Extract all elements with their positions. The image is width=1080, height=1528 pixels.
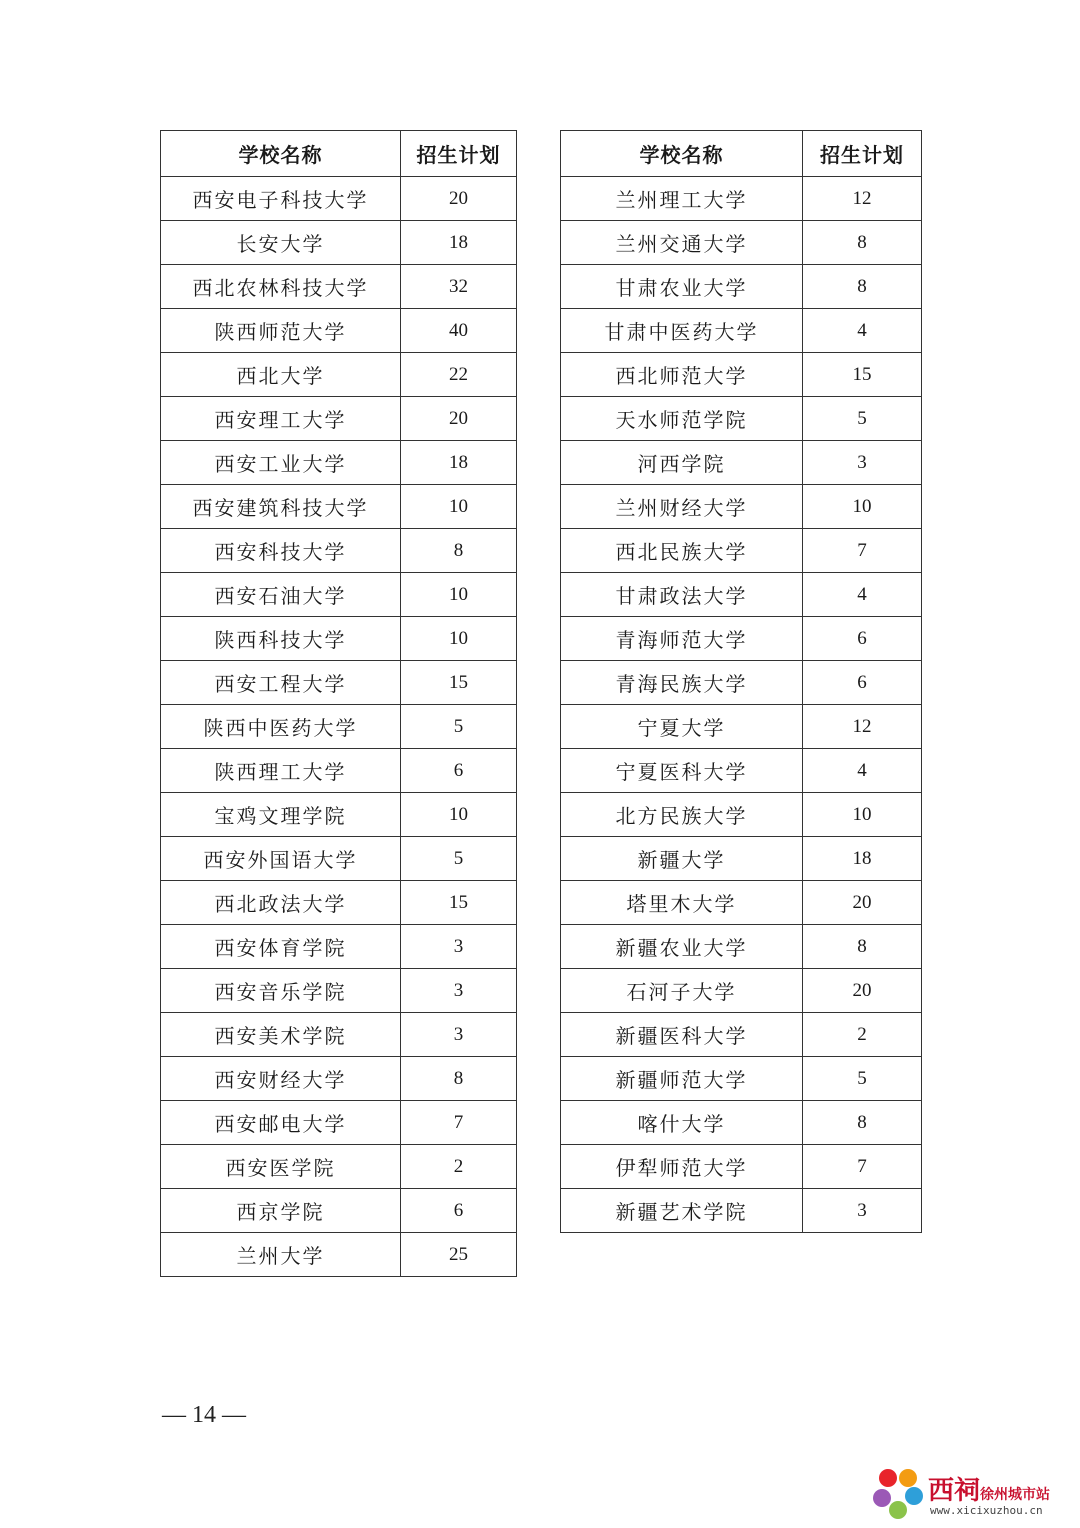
enrollment-plan-cell: 2 — [401, 1145, 517, 1189]
table-row — [161, 617, 517, 661]
school-name-cell: 兰州理工大学 — [561, 177, 803, 221]
enrollment-plan-cell: 4 — [803, 309, 922, 353]
school-name-cell: 新疆大学 — [561, 837, 803, 881]
watermark-brand-name: 西祠 — [928, 1476, 981, 1506]
page-number: — 14 — — [162, 1402, 246, 1428]
header-enrollment-plan: 招生计划 — [401, 131, 517, 177]
enrollment-plan-cell: 8 — [803, 925, 922, 969]
enrollment-plan-cell: 8 — [803, 221, 922, 265]
logo-petal — [873, 1489, 891, 1507]
school-name-cell: 宝鸡文理学院 — [161, 793, 401, 837]
school-name-cell: 甘肃政法大学 — [561, 573, 803, 617]
school-name-cell: 西安石油大学 — [161, 573, 401, 617]
enrollment-plan-cell: 6 — [401, 749, 517, 793]
school-name-cell: 西安科技大学 — [161, 529, 401, 573]
school-name-cell: 新疆艺术学院 — [561, 1189, 803, 1233]
enrollment-plan-cell: 8 — [401, 529, 517, 573]
school-name-cell: 新疆农业大学 — [561, 925, 803, 969]
table-row — [161, 793, 517, 837]
table-row — [161, 1189, 517, 1233]
enrollment-plan-cell: 3 — [401, 925, 517, 969]
school-name-cell: 西安医学院 — [161, 1145, 401, 1189]
school-name-cell: 陕西师范大学 — [161, 309, 401, 353]
school-name-cell: 喀什大学 — [561, 1101, 803, 1145]
school-name-cell: 长安大学 — [161, 221, 401, 265]
school-name-cell: 青海师范大学 — [561, 617, 803, 661]
school-name-cell: 西安美术学院 — [161, 1013, 401, 1057]
enrollment-plan-cell: 10 — [401, 617, 517, 661]
school-name-cell: 河西学院 — [561, 441, 803, 485]
school-name-cell: 兰州大学 — [161, 1233, 401, 1277]
school-name-cell: 西安音乐学院 — [161, 969, 401, 1013]
enrollment-plan-cell: 20 — [401, 397, 517, 441]
table-row — [561, 265, 922, 309]
enrollment-plan-cell: 10 — [803, 793, 922, 837]
school-name-cell: 西北大学 — [161, 353, 401, 397]
school-name-cell: 西北民族大学 — [561, 529, 803, 573]
school-name-cell: 青海民族大学 — [561, 661, 803, 705]
logo-petal — [879, 1469, 897, 1487]
school-name-cell: 陕西理工大学 — [161, 749, 401, 793]
enrollment-plan-cell: 3 — [401, 969, 517, 1013]
school-name-cell: 新疆师范大学 — [561, 1057, 803, 1101]
enrollment-plan-cell: 15 — [803, 353, 922, 397]
header-enrollment-plan: 招生计划 — [803, 131, 922, 177]
table-row — [161, 265, 517, 309]
enrollment-plan-cell: 12 — [803, 705, 922, 749]
school-name-cell: 西安工业大学 — [161, 441, 401, 485]
table-body-right — [561, 177, 922, 1233]
enrollment-plan-cell: 5 — [803, 1057, 922, 1101]
school-name-cell: 西北政法大学 — [161, 881, 401, 925]
school-name-cell: 新疆医科大学 — [561, 1013, 803, 1057]
school-name-cell: 陕西科技大学 — [161, 617, 401, 661]
watermark-site-name: 徐州城市站 — [980, 1487, 1051, 1503]
table-row — [161, 1145, 517, 1189]
enrollment-plan-cell: 4 — [803, 573, 922, 617]
enrollment-plan-cell: 5 — [401, 837, 517, 881]
enrollment-plan-cell: 6 — [803, 661, 922, 705]
logo-petal — [889, 1501, 907, 1519]
enrollment-plan-cell: 10 — [401, 485, 517, 529]
logo-petal — [899, 1469, 917, 1487]
school-name-cell: 伊犁师范大学 — [561, 1145, 803, 1189]
enrollment-plan-cell: 3 — [803, 1189, 922, 1233]
enrollment-table-right — [560, 130, 922, 1233]
enrollment-plan-cell: 8 — [401, 1057, 517, 1101]
school-name-cell: 西安外国语大学 — [161, 837, 401, 881]
enrollment-plan-cell: 20 — [401, 177, 517, 221]
school-name-cell: 北方民族大学 — [561, 793, 803, 837]
school-name-cell: 西安体育学院 — [161, 925, 401, 969]
table-row — [161, 749, 517, 793]
table-row — [561, 793, 922, 837]
table-row — [561, 309, 922, 353]
enrollment-plan-cell: 20 — [803, 969, 922, 1013]
table-row — [561, 881, 922, 925]
table-row — [561, 705, 922, 749]
school-name-cell: 石河子大学 — [561, 969, 803, 1013]
header-school-name: 学校名称 — [161, 131, 401, 177]
watermark-url: www.xicixuzhou.cn — [930, 1504, 1043, 1517]
school-name-cell: 兰州财经大学 — [561, 485, 803, 529]
enrollment-plan-cell: 15 — [401, 881, 517, 925]
table-row — [161, 573, 517, 617]
school-name-cell: 塔里木大学 — [561, 881, 803, 925]
table-header-row — [561, 131, 922, 177]
xici-logo-icon — [872, 1466, 924, 1520]
table-row — [561, 221, 922, 265]
table-row — [161, 221, 517, 265]
table-row — [161, 837, 517, 881]
table-row — [161, 705, 517, 749]
school-name-cell: 西安电子科技大学 — [161, 177, 401, 221]
enrollment-plan-cell: 18 — [803, 837, 922, 881]
table-row — [561, 485, 922, 529]
school-name-cell: 西京学院 — [161, 1189, 401, 1233]
school-name-cell: 西安建筑科技大学 — [161, 485, 401, 529]
table-row — [161, 529, 517, 573]
table-row — [561, 1189, 922, 1233]
school-name-cell: 西安工程大学 — [161, 661, 401, 705]
table-row — [561, 749, 922, 793]
enrollment-plan-cell: 8 — [803, 265, 922, 309]
table-row — [161, 661, 517, 705]
table-row — [161, 441, 517, 485]
enrollment-plan-cell: 3 — [803, 441, 922, 485]
table-row — [161, 397, 517, 441]
school-name-cell: 西北农林科技大学 — [161, 265, 401, 309]
enrollment-plan-cell: 10 — [803, 485, 922, 529]
enrollment-plan-cell: 7 — [401, 1101, 517, 1145]
table-row — [161, 1057, 517, 1101]
watermark-brand — [928, 1470, 1050, 1507]
enrollment-plan-cell: 25 — [401, 1233, 517, 1277]
enrollment-plan-cell: 8 — [803, 1101, 922, 1145]
table-row — [561, 1101, 922, 1145]
table-row — [161, 969, 517, 1013]
table-row — [561, 397, 922, 441]
table-row — [161, 925, 517, 969]
table-row — [561, 353, 922, 397]
school-name-cell: 宁夏医科大学 — [561, 749, 803, 793]
table-row — [561, 925, 922, 969]
table-row — [561, 1057, 922, 1101]
table-row — [161, 309, 517, 353]
enrollment-plan-cell: 22 — [401, 353, 517, 397]
table-row — [561, 969, 922, 1013]
table-row — [161, 485, 517, 529]
table-row — [561, 529, 922, 573]
table-row — [161, 1013, 517, 1057]
table-row — [561, 1013, 922, 1057]
enrollment-plan-cell: 7 — [803, 529, 922, 573]
enrollment-plan-cell: 12 — [803, 177, 922, 221]
school-name-cell: 天水师范学院 — [561, 397, 803, 441]
table-row — [161, 1101, 517, 1145]
table-body-left — [161, 177, 517, 1277]
table-row — [561, 617, 922, 661]
enrollment-plan-cell: 2 — [803, 1013, 922, 1057]
table-row — [561, 837, 922, 881]
enrollment-plan-cell: 18 — [401, 221, 517, 265]
enrollment-plan-cell: 5 — [401, 705, 517, 749]
school-name-cell: 陕西中医药大学 — [161, 705, 401, 749]
enrollment-plan-cell: 6 — [803, 617, 922, 661]
enrollment-plan-cell: 32 — [401, 265, 517, 309]
school-name-cell: 兰州交通大学 — [561, 221, 803, 265]
enrollment-plan-cell: 7 — [803, 1145, 922, 1189]
table-row — [161, 1233, 517, 1277]
logo-petal — [905, 1487, 923, 1505]
enrollment-plan-cell: 20 — [803, 881, 922, 925]
school-name-cell: 宁夏大学 — [561, 705, 803, 749]
watermark — [872, 1462, 1072, 1522]
enrollment-plan-cell: 15 — [401, 661, 517, 705]
table-row — [561, 661, 922, 705]
enrollment-plan-cell: 10 — [401, 573, 517, 617]
enrollment-plan-cell: 10 — [401, 793, 517, 837]
table-row — [161, 177, 517, 221]
table-header-row — [161, 131, 517, 177]
enrollment-plan-cell: 3 — [401, 1013, 517, 1057]
school-name-cell: 西北师范大学 — [561, 353, 803, 397]
table-row — [161, 881, 517, 925]
table-row — [561, 441, 922, 485]
school-name-cell: 甘肃农业大学 — [561, 265, 803, 309]
enrollment-plan-cell: 5 — [803, 397, 922, 441]
table-row — [561, 573, 922, 617]
school-name-cell: 西安财经大学 — [161, 1057, 401, 1101]
header-school-name: 学校名称 — [561, 131, 803, 177]
table-row — [161, 353, 517, 397]
enrollment-plan-cell: 6 — [401, 1189, 517, 1233]
table-row — [561, 177, 922, 221]
school-name-cell: 西安邮电大学 — [161, 1101, 401, 1145]
enrollment-plan-cell: 18 — [401, 441, 517, 485]
enrollment-plan-cell: 40 — [401, 309, 517, 353]
enrollment-table-left — [160, 130, 517, 1277]
school-name-cell: 甘肃中医药大学 — [561, 309, 803, 353]
enrollment-plan-cell: 4 — [803, 749, 922, 793]
table-row — [561, 1145, 922, 1189]
school-name-cell: 西安理工大学 — [161, 397, 401, 441]
